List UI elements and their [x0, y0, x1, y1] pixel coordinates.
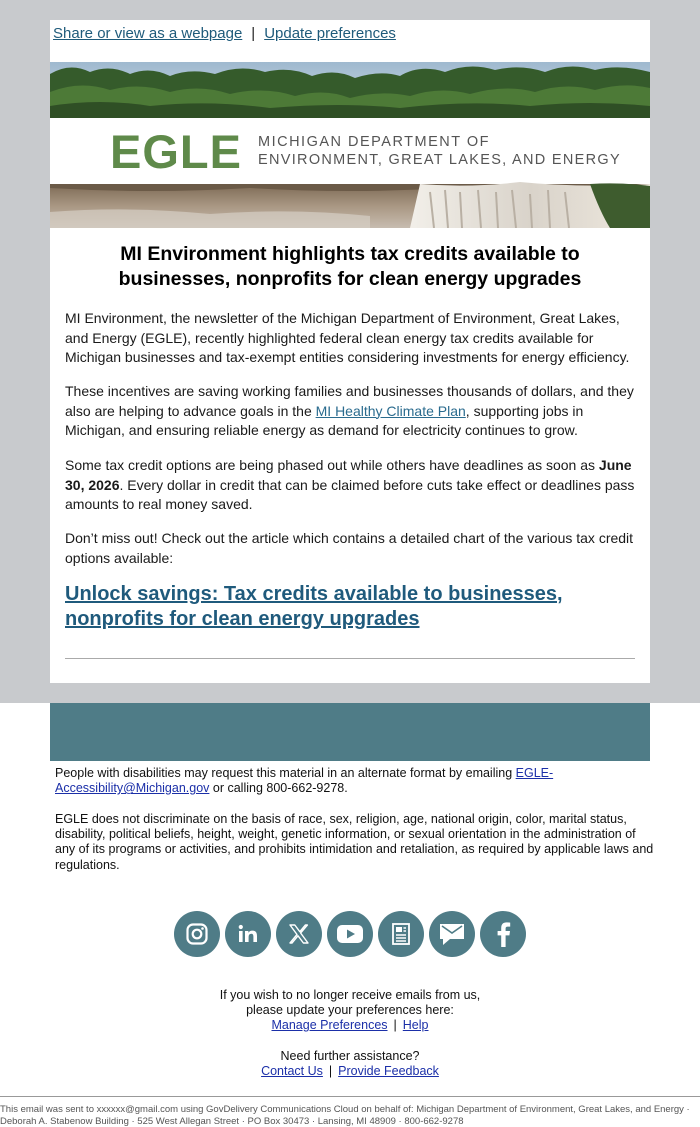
divider [65, 658, 635, 659]
unsubscribe-line2: please update your preferences here: [246, 1003, 454, 1017]
email-card [50, 20, 650, 683]
social-icons-row [174, 911, 534, 959]
unsubscribe-line1: If you wish to no longer receive emails from us, [219, 988, 481, 1002]
manage-preferences-link[interactable]: Manage Preferences [271, 1018, 388, 1032]
paragraph-deadlines [65, 456, 637, 515]
contact-separator: | [328, 1064, 333, 1078]
update-preferences-link[interactable]: Update preferences [264, 25, 396, 42]
provide-feedback-link[interactable]: Provide Feedback [338, 1064, 439, 1078]
help-link[interactable]: Help [402, 1018, 429, 1032]
instagram-icon[interactable] [174, 911, 220, 957]
paragraph-cta-intro: Don’t miss out! Check out the article which contains a detailed chart of the various tax credit options available: [65, 530, 634, 566]
p2-text-after: , supporting jobs in Michigan, and ensuring reliable energy as demand for electricity continues to grow. [65, 402, 584, 438]
egle-logo: EGLE [110, 125, 242, 178]
p3-text-before: Some tax credit options are being phased out while others have deadlines as soon as [65, 457, 599, 473]
email-icon[interactable] [429, 911, 475, 957]
x-twitter-icon[interactable] [276, 911, 322, 957]
contact-us-link[interactable]: Contact Us [261, 1064, 323, 1078]
share-webpage-link[interactable]: Share or view as a webpage [53, 25, 243, 42]
link-separator: | [251, 25, 256, 42]
assistance-heading: Need further assistance? [280, 1049, 420, 1063]
banner-image [50, 62, 650, 228]
linkedin-icon[interactable] [225, 911, 271, 957]
accessibility-notice [55, 766, 655, 796]
teal-footer-bar [50, 703, 650, 761]
footer-divider [0, 1096, 700, 1097]
access-text-before: People with disabilities may request this material in an alternate format by emailing [55, 766, 516, 780]
top-links [53, 25, 396, 42]
paragraph-intro: MI Environment, the newsletter of the Michigan Department of Environment, Great Lakes, and Energy (EGLE), recently highlighted federal clean energy tax credits available for Michigan businesses and tax-exempt entities considering investments for energy efficiency. [65, 310, 630, 365]
youtube-icon[interactable] [327, 911, 373, 957]
dept-name-line1: MICHIGAN DEPARTMENT OF [258, 134, 490, 150]
unlock-savings-link[interactable]: Unlock savings: Tax credits available to businesses, nonprofits for clean energy upgrades [65, 583, 563, 630]
header-banner [50, 62, 650, 228]
paragraph-incentives [65, 382, 637, 441]
p3-text-after: . Every dollar in credit that can be claimed before cuts take effect or deadlines pass amounts to real money saved. [65, 476, 635, 512]
accessibility-email-link[interactable]: EGLE-Accessibility@Michigan.gov [55, 766, 554, 796]
cta-container [65, 582, 625, 632]
deadline-date: June 30, 2026 [65, 457, 632, 493]
preferences-links [0, 1018, 700, 1034]
article-headline: MI Environment highlights tax credits available to businesses, nonprofits for clean energy upgrades [118, 243, 582, 290]
contact-links [0, 1064, 700, 1080]
climate-plan-link[interactable]: MI Healthy Climate Plan [315, 402, 466, 419]
p2-text-before: These incentives are saving working families and businesses thousands of dollars, and they also are helping to advance goals in the [65, 383, 634, 419]
access-text-after: or calling 800-662-9278. [209, 781, 348, 796]
nondiscrimination-notice: EGLE does not discriminate on the basis of race, sex, religion, age, national origin, color, marital status, disability, political beliefs, height, weight, genetic information, or sexual orientation in the administration of any of its programs or activities, and prohibits intimidation and retaliation, as required by applicable laws and regulations. [55, 812, 654, 872]
pref-separator: | [393, 1018, 397, 1032]
newsletter-icon[interactable] [378, 911, 424, 957]
dept-name-line2: ENVIRONMENT, GREAT LAKES, AND ENERGY [258, 152, 621, 168]
fine-print: This email was sent to xxxxxx@gmail.com using GovDelivery Communications Cloud on behalf of: Michigan Department of Environment, Great Lakes, and Energy · Deborah A. Stabenow Building · 525 West Allegan Street · PO Box 30473 · Lansing, MI 48909 · 800-662-9278 [0, 1104, 690, 1127]
facebook-icon[interactable] [480, 911, 526, 957]
